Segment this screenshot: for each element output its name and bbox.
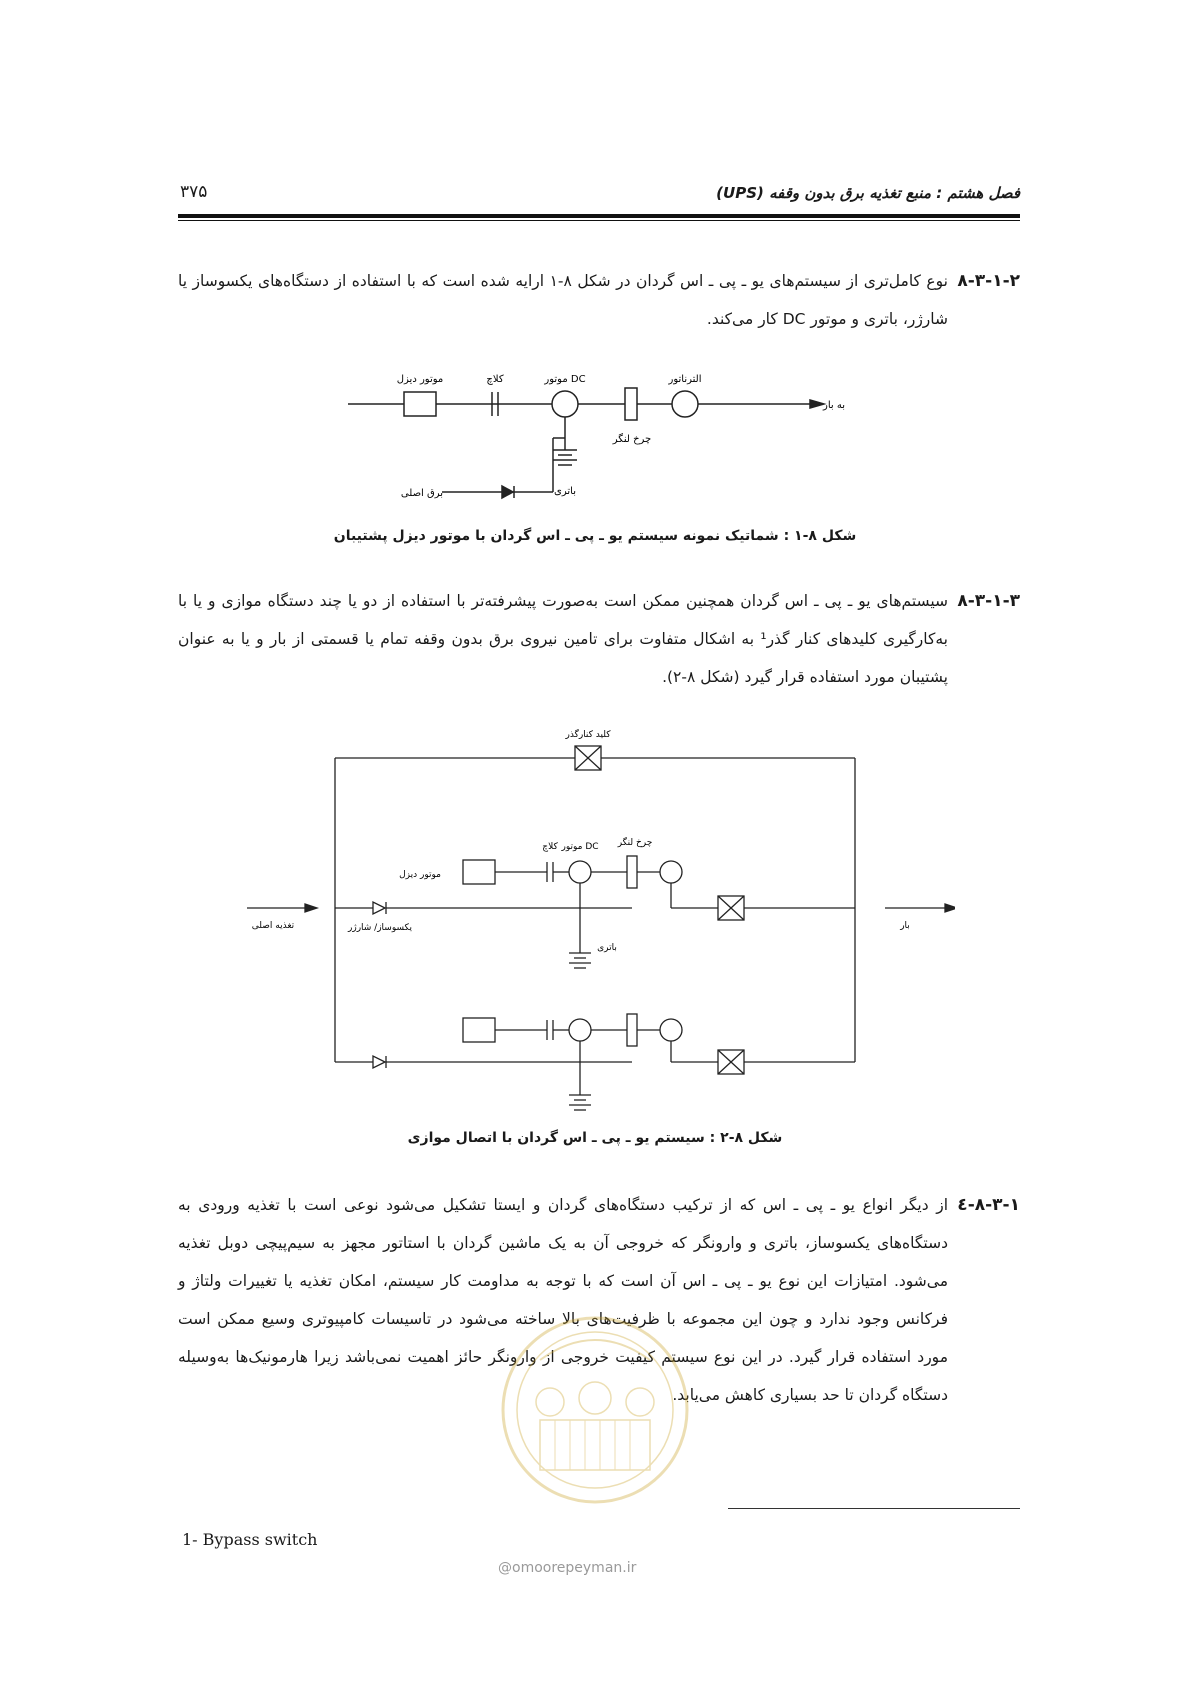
fig2-label-diesel: موتور دیزل xyxy=(399,870,441,880)
fig1-label-diesel: موتور دیزل xyxy=(396,374,444,385)
watermark-seal xyxy=(470,1310,720,1510)
fig1-label-clutch: کلاچ xyxy=(486,374,504,385)
fig1-label-load: به بار xyxy=(823,400,845,411)
figure-2-diagram xyxy=(245,725,955,1125)
fig1-label-alternator: الترناتور xyxy=(668,374,702,385)
chapter-title: فصل هشتم : منبع تغذیه برق بدون وقفه (UPS) xyxy=(716,184,1020,202)
page-number: ۳۷۵ xyxy=(180,182,208,202)
watermark-url-text: omoorepeyman.ir xyxy=(512,1560,637,1576)
fig2-label-bypass: کلید کنارگذر xyxy=(565,730,611,740)
fig1-label-flywheel: چرخ لنگر xyxy=(612,434,652,445)
footnote-rule xyxy=(728,1508,1020,1509)
fig2-label-flywheel: چرخ لنگر xyxy=(617,838,653,848)
fig2-label-load: بار xyxy=(900,921,910,931)
watermark-url: @omoorepeyman.ir xyxy=(498,1560,637,1576)
footnote: 1- Bypass switch xyxy=(182,1530,318,1549)
section-number: ۸-۳-۱-۳ xyxy=(957,591,1020,611)
section-text: نوع کامل‌تری از سیستم‌های یو ـ پی ـ اس گردان در شکل ۸-۱ ارایه شده است که با استفاده از دستگاه‌های یکسوساز یا شارژر، باتری و موتور DC کار می‌کند. xyxy=(178,272,948,328)
header-rule-thick xyxy=(178,214,1020,218)
section-number: ۸-۳-۱-۲ xyxy=(957,271,1020,291)
section-8-3-1-3 xyxy=(178,582,1020,696)
fig2-label-battery: باتری xyxy=(597,943,617,953)
fig2-label-main-feed: تغذیه اصلی xyxy=(251,921,295,931)
fig2-label-dc-motor: موتور DC xyxy=(561,842,599,852)
figure-1-caption: شکل ۸-۱ : شماتیک نمونه سیستم یو ـ پی ـ اس گردان با موتور دیزل پشتیبان xyxy=(333,528,857,544)
header-rule-thin xyxy=(178,220,1020,221)
figure-1-diagram xyxy=(340,360,860,510)
section-8-3-1-2 xyxy=(178,262,1020,338)
figure-2-caption: شکل ۸-۲ : سیستم یو ـ پی ـ اس گردان با اتصال موازی xyxy=(407,1130,783,1146)
fig1-label-battery: باتری xyxy=(554,486,576,497)
section-text: سیستم‌های یو ـ پی ـ اس گردان همچنین ممکن است به‌صورت پیشرفته‌تر با استفاده از دو یا چند دستگاه موازی و یا با به‌کارگیری کلیدهای کنار گذر¹ به اشکال متفاوت برای تامین نیروی برق بدون وقفه تمام یا قسمتی از بار و یا به عنوان پشتیبان مورد استفاده قرار گیرد (شکل ۸-۲). xyxy=(178,592,948,686)
fig2-label-clutch: کلاچ xyxy=(542,842,558,852)
section-number: ۸-۳-۱-٤ xyxy=(957,1195,1020,1215)
section-text: از دیگر انواع یو ـ پی ـ اس که از ترکیب دستگاه‌های گردان و ایستا تشکیل می‌شود نوعی است با تغذیه ورودی به دستگاه‌های یکسوساز، باتری و وارونگر که خروجی آن به یک ماشین گردان با استاتور مجهز به سیم‌پیچی دوبل تغذیه می‌شود. امتیازات این نوع یو ـ پی ـ اس آن است که با توجه به مداومت کار سیستم، امکان تغذیه یا تغییرات ولتاژ و فرکانس وجود ندارد و چون این مجموعه با ظرفیت‌های بالا ساخته می‌شود در تاسیسات کامپیوتری وسیع ممکن است مورد استفاده قرار گیرد. در این نوع سیستم کیفیت خروجی از وارونگر حائز اهمیت نمی‌باشد زیرا هارمونیک‌ها به‌وسیله دستگاه گردان تا حد بسیاری کاهش می‌یابد. xyxy=(178,1196,948,1404)
fig2-label-rectifier: یکسوساز/ شارژر xyxy=(348,923,412,933)
fig1-label-dc-motor: موتور DC xyxy=(544,374,586,385)
fig1-label-mains: برق اصلی xyxy=(400,488,444,499)
